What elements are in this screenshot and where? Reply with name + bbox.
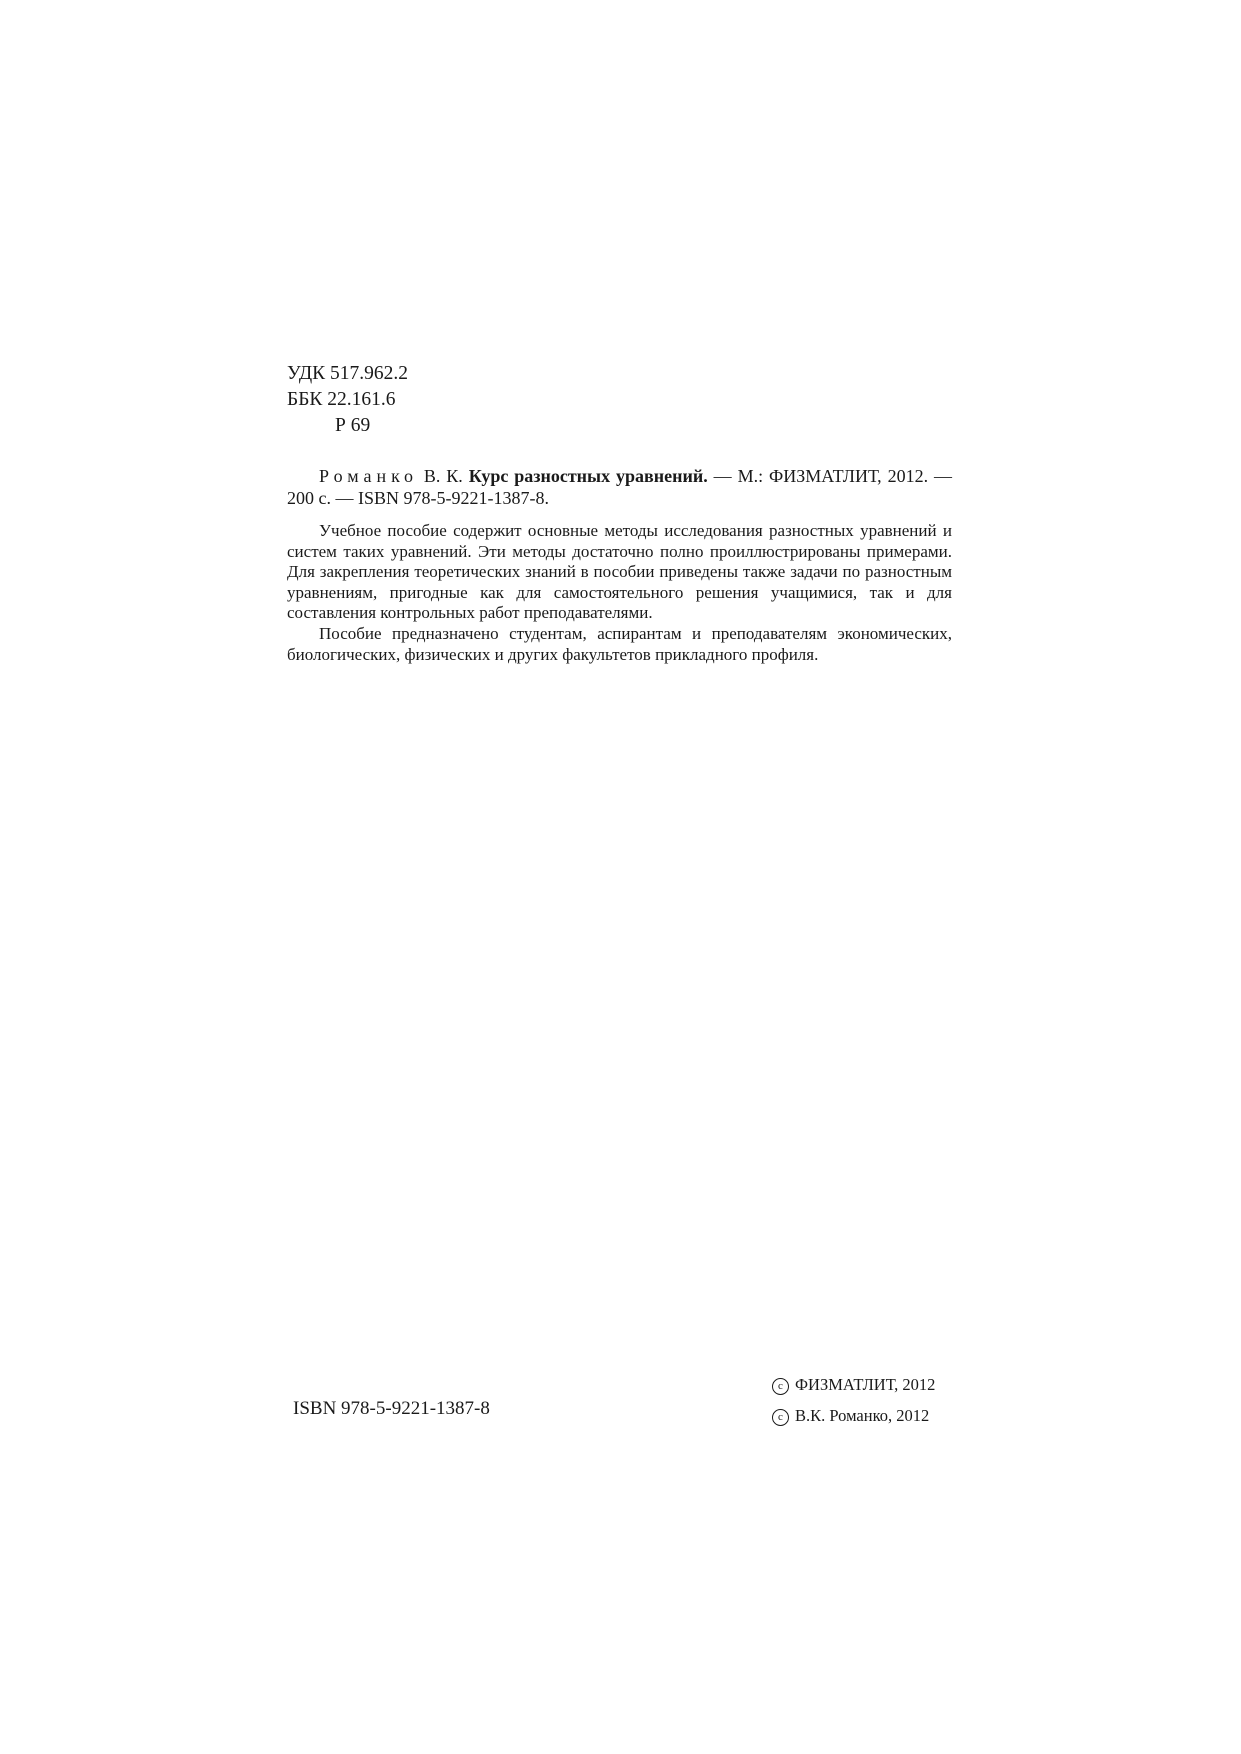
- classification-codes: [287, 361, 408, 439]
- copyright-block: [772, 1369, 935, 1431]
- copyright-author-text: В.К. Романко, 2012: [795, 1406, 930, 1425]
- annotation-paragraph: Пособие предназначено студентам, аспирантам и преподавателям экономических, биологических, физических и других факультетов прикладного профиля.: [287, 623, 952, 664]
- isbn: ISBN 978-5-9221-1387-8: [293, 1398, 490, 1419]
- udk-code: УДК 517.962.2: [287, 363, 409, 384]
- bibliographic-record: [287, 465, 952, 509]
- author-initials: В. К.: [417, 466, 469, 486]
- annotation-paragraph: Учебное пособие содержит основные методы исследования разностных уравнений и систем таких уравнений. Эти методы достаточно полно проиллюстрированы примерами. Для закрепления теоретических знаний в пособии приведены также задачи по разностным уравнениям, пригодные как для самостоятельного решения учащимися, так и для составления контрольных работ преподавателями.: [287, 521, 952, 623]
- copyright-icon: c: [772, 1409, 789, 1426]
- copyright-author: [772, 1400, 935, 1431]
- book-title: Курс разностных уравнений.: [468, 466, 708, 486]
- copyright-publisher-text: ФИЗМАТЛИТ, 2012: [795, 1375, 936, 1394]
- copyright-icon: c: [772, 1378, 789, 1395]
- annotation: [287, 521, 952, 665]
- author-mark: Р 69: [335, 415, 371, 436]
- bbk-code: ББК 22.161.6: [287, 389, 396, 410]
- copyright-publisher: [772, 1369, 935, 1400]
- publication-details: — М.: ФИЗМАТЛИТ, 2012. — 200 с. — ISBN 978-5-9221-1387-8.: [287, 466, 952, 508]
- author-surname: Романко: [319, 466, 418, 486]
